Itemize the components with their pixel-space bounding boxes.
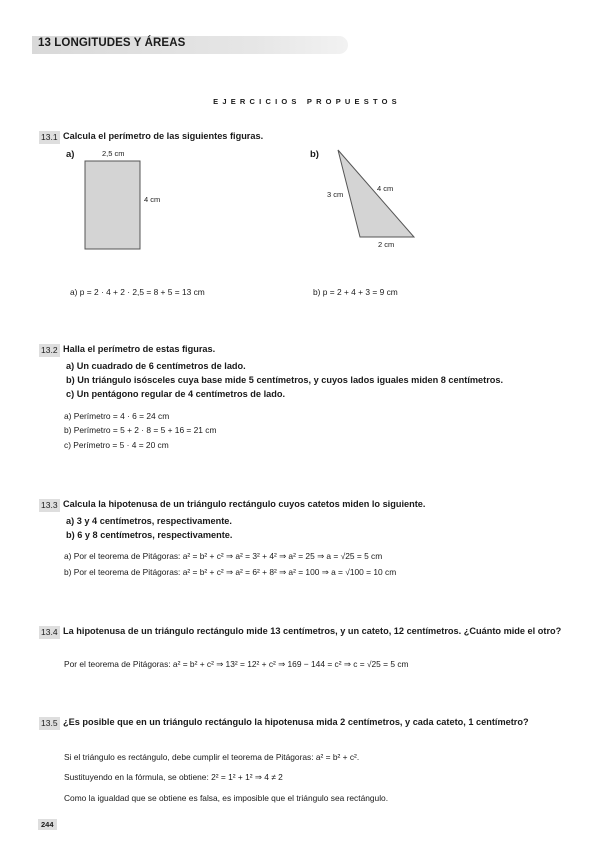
triangle-hypotenuse-label: 4 cm xyxy=(377,184,394,193)
answer-line: c) Perímetro = 5 · 4 = 20 cm xyxy=(64,440,169,450)
answer-line: a) Perímetro = 4 · 6 = 24 cm xyxy=(64,411,170,421)
exercise-question: La hipotenusa de un triángulo rectángulo mide 13 centímetros, y un cateto, 12 centímetros. ¿Cuánto mide el otro? xyxy=(63,626,562,636)
answer-line: Sustituyendo en la fórmula, se obtiene: 2² = 1² + 1² ⇒ 4 ≠ 2 xyxy=(64,772,283,782)
page-number: 244 xyxy=(38,819,57,830)
answer-line: Como la igualdad que se obtiene es falsa, es imposible que el triángulo sea rectángulo. xyxy=(64,793,389,803)
rectangle-width-label: 2,5 cm xyxy=(102,149,125,158)
triangle-side-label: 3 cm xyxy=(327,190,344,199)
chapter-title: 13 LONGITUDES Y ÁREAS xyxy=(38,37,186,49)
exercise-number: 13.1 xyxy=(41,132,58,142)
answer-b: b) p = 2 + 4 + 3 = 9 cm xyxy=(313,287,398,297)
exercise-item: b) 6 y 8 centímetros, respectivamente. xyxy=(66,530,233,540)
rectangle-figure xyxy=(84,160,142,252)
figure-b-label: b) xyxy=(310,149,319,160)
exercise-question: Calcula el perímetro de las siguientes figuras. xyxy=(63,131,264,141)
exercise-number: 13.4 xyxy=(41,627,58,637)
section-title: EJERCICIOS PROPUESTOS xyxy=(213,97,401,106)
exercise-question: Halla el perímetro de estas figuras. xyxy=(63,344,216,354)
exercise-question: ¿Es posible que en un triángulo rectángulo la hipotenusa mida 2 centímetros, y cada cateto, 1 centímetro? xyxy=(63,717,529,727)
exercise-question: Calcula la hipotenusa de un triángulo rectángulo cuyos catetos miden lo siguiente. xyxy=(63,499,426,509)
exercise-item: a) 3 y 4 centímetros, respectivamente. xyxy=(66,516,232,526)
exercise-number: 13.3 xyxy=(41,500,58,510)
triangle-figure xyxy=(330,145,420,241)
answer-a: a) p = 2 · 4 + 2 · 2,5 = 8 + 5 = 13 cm xyxy=(70,287,205,297)
answer-line: b) Perímetro = 5 + 2 · 8 = 5 + 16 = 21 cm xyxy=(64,425,217,435)
triangle-base-label: 2 cm xyxy=(378,240,395,249)
answer-line: Por el teorema de Pitágoras: a² = b² + c² ⇒ 13² = 12² + c² ⇒ 169 − 144 = c² ⇒ c = √25 = 5 cm xyxy=(64,659,409,669)
exercise-item: c) Un pentágono regular de 4 centímetros de lado. xyxy=(66,389,286,399)
exercise-item: a) Un cuadrado de 6 centímetros de lado. xyxy=(66,361,246,371)
exercise-number: 13.5 xyxy=(41,718,58,728)
answer-line: a) Por el teorema de Pitágoras: a² = b² + c² ⇒ a² = 3² + 4² ⇒ a² = 25 ⇒ a = √25 = 5 cm xyxy=(64,551,383,561)
figure-a-label: a) xyxy=(66,149,75,160)
exercise-item: b) Un triángulo isósceles cuya base mide 5 centímetros, y cuyos lados iguales miden 8 centímetros. xyxy=(66,375,504,385)
answer-line: Si el triángulo es rectángulo, debe cumplir el teorema de Pitágoras: a² = b² + c². xyxy=(64,752,360,762)
answer-line: b) Por el teorema de Pitágoras: a² = b² + c² ⇒ a² = 6² + 8² ⇒ a² = 100 ⇒ a = √100 = 10 cm xyxy=(64,567,397,577)
exercise-number: 13.2 xyxy=(41,345,58,355)
rectangle-height-label: 4 cm xyxy=(144,195,161,204)
